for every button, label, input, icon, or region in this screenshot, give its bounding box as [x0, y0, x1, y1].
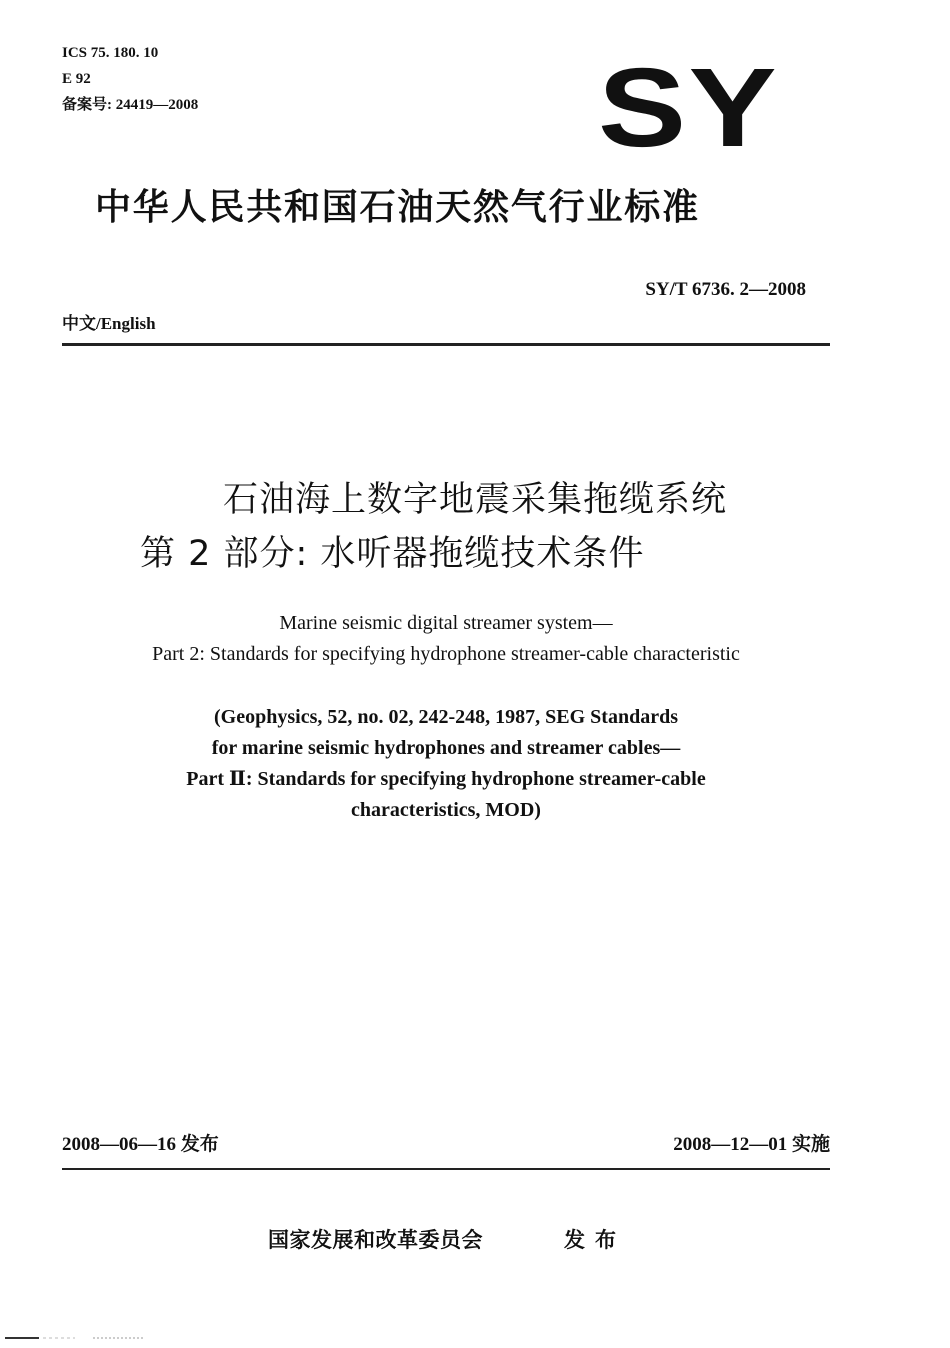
title-en-line2: Part 2: Standards for specifying hydrophone streamer-cable characteristic — [152, 643, 740, 665]
title-cn-line2: 第 2 部分: 水听器拖缆技术条件 — [140, 534, 645, 574]
reference-line4: characteristics, MOD) — [351, 799, 541, 821]
reference-line3: Part Ⅱ: Standards for specifying hydrophone streamer-cable — [186, 768, 706, 790]
reference-line2: for marine seismic hydrophones and streamer cables— — [211, 737, 681, 759]
ccs-code: E 92 — [62, 71, 91, 87]
language-label: 中文/English — [62, 314, 156, 333]
title-cn-line1: 石油海上数字地震采集拖缆系统 — [222, 480, 727, 520]
scan-artifact — [5, 1336, 155, 1340]
top-rule — [62, 343, 830, 346]
reference-line1: (Geophysics, 52, no. 02, 242-248, 1987, SEG Standards — [214, 706, 678, 728]
standard-number: SY/T 6736. 2—2008 — [645, 279, 806, 300]
implementation-date: 2008—12—01 实施 — [673, 1134, 830, 1155]
issuer-name: 国家发展和改革委员会 — [268, 1228, 483, 1252]
sector-title: 中华人民共和国石油天然气行业标准 — [95, 187, 700, 228]
sy-logo: SY — [598, 45, 780, 170]
title-en-line1: Marine seismic digital streamer system— — [279, 612, 613, 634]
bottom-rule — [62, 1168, 830, 1170]
issue-date: 2008—06—16 发布 — [62, 1134, 219, 1155]
ics-code: ICS 75. 180. 10 — [62, 45, 159, 61]
issuer-action: 发布 — [564, 1228, 626, 1252]
filing-number: 备案号: 24419—2008 — [62, 97, 199, 113]
